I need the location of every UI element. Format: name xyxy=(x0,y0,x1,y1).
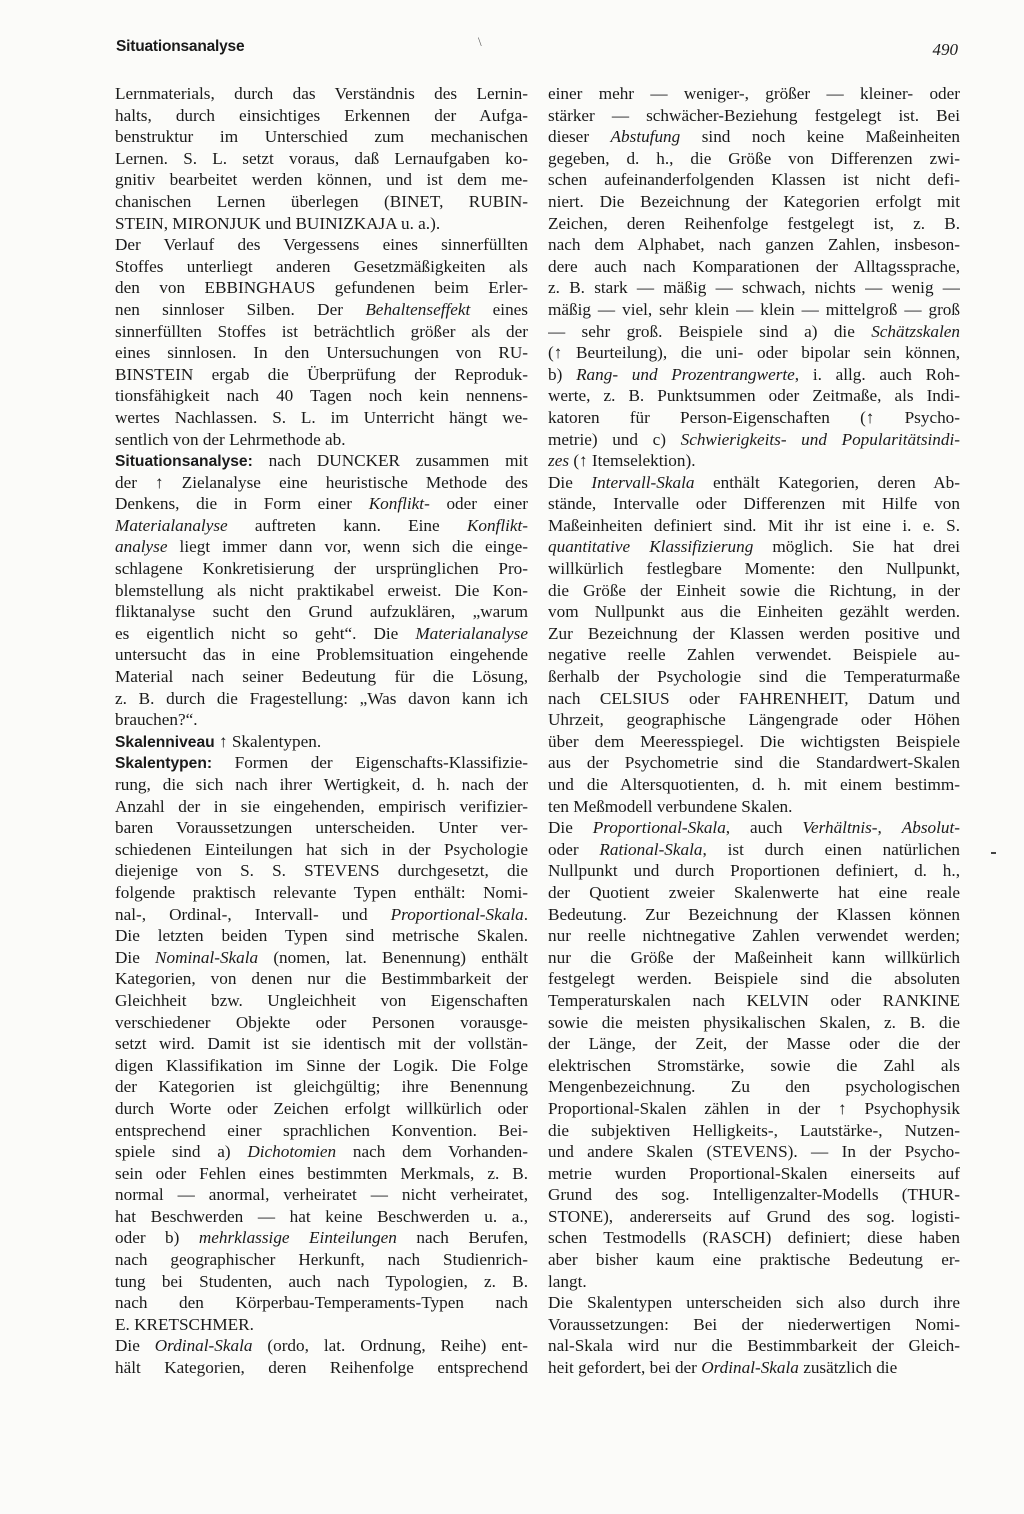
text-line: wertes Nachlassen. S. L. im Unterricht hängt we- xyxy=(115,407,528,427)
text-line: aber bisher kaum eine praktische Bedeutung er- xyxy=(548,1250,960,1270)
text-line: folgende praktisch relevante Typen enthält: Nomi- xyxy=(115,882,528,902)
text-line: z. B. durch die Fragestellung: „Was davon kann ich xyxy=(115,688,528,708)
text-line: und andere Skalen (STEVENS). — In der Psycho- xyxy=(548,1142,960,1162)
text-line: Zeichen, deren Reihenfolge festgelegt ist, z. B. xyxy=(548,213,960,233)
text-line: ßerhalb der Psychologie sind die Temperaturmaße xyxy=(548,667,960,687)
text-line: negative reelle Zahlen verwendet. Beispiele au- xyxy=(548,645,960,665)
margin-speck xyxy=(991,852,996,854)
text-line: sentlich von der Lehrmethode ab. xyxy=(115,429,346,449)
text-line: Die letzten beiden Typen sind metrische Skalen. xyxy=(115,926,528,946)
text-line: nach dem Alphabet, nach ganzen Zahlen, insbeson- xyxy=(548,235,960,255)
text-line: tionsfähigkeit nach 40 Tagen noch kein nennens- xyxy=(115,386,528,406)
text-line: spiele sind a) Dichotomien nach dem Vorhanden- xyxy=(115,1142,528,1162)
text-line: dere auch nach Komparationen der Alltagssprache, xyxy=(548,256,960,276)
text-line: Material nach seiner Bedeutung für die Lösung, xyxy=(115,667,528,687)
text-line: benstruktur im Unterschied zum mechanischen xyxy=(115,127,528,147)
text-line: nal-, Ordinal-, Intervall- und Proportional-Skala. xyxy=(115,904,528,924)
text-line: Voraussetzungen: Bei der niederwertigen Nomi- xyxy=(548,1314,960,1334)
text-line: die Größe der Einheit sowie die Richtung, in der xyxy=(548,580,960,600)
text-line: nach CELSIUS oder FAHRENHEIT, Datum und xyxy=(548,688,960,708)
text-line: zes (↑ Itemselektion). xyxy=(548,451,696,471)
text-line: ten Meßmodell verbundene Skalen. xyxy=(548,796,793,816)
text-line: der Quotient zweier Skalenwerte hat eine reale xyxy=(548,882,960,902)
text-line: verschiedener Objekte oder Personen vorausge- xyxy=(115,1012,528,1032)
text-line: Anzahl der in sie eingehenden, empirisch verifizier- xyxy=(115,796,528,816)
text-line: schen Testmodells (RASCH) definiert; diese haben xyxy=(548,1228,960,1248)
text-line: nal-Skala wird nur die Bestimmbarkeit der Gleich- xyxy=(548,1336,960,1356)
text-line: festgelegt werden. Beispiele sind die absoluten xyxy=(548,969,960,989)
text-line: Die Proportional-Skala, auch Verhältnis-, Absolut- xyxy=(548,818,960,838)
text-line: tung bei Studenten, auch nach Typologien, z. B. xyxy=(115,1271,528,1291)
text-line: normal — anormal, verheiratet — nicht verheiratet, xyxy=(115,1185,528,1205)
text-line: BINSTEIN ergab die Überprüfung der Reproduk- xyxy=(115,364,528,384)
text-line: Gleichheit bzw. Ungleichheit von Eigenschaften xyxy=(115,990,528,1010)
text-line: (↑ Beurteilung), die uni- oder bipolar sein können, xyxy=(548,343,960,363)
text-line: Nullpunkt und durch Proportionen definiert, d. h., xyxy=(548,861,960,881)
text-line: der Kategorien ist gleichgültig; ihre Benennung xyxy=(115,1077,528,1097)
text-line: dieser Abstufung sind noch keine Maßeinheiten xyxy=(548,127,960,147)
text-line: vom Nullpunkt aus die Einheiten gezählt werden. xyxy=(548,602,960,622)
running-title: Situationsanalyse xyxy=(116,38,245,55)
text-line: stände, Intervalle oder Differenzen mit Hilfe von xyxy=(548,494,960,514)
text-line: — sehr groß. Beispiele sind a) die Schätzskalen xyxy=(548,321,960,341)
text-line: quantitative Klassifizierung möglich. Sie hat drei xyxy=(548,537,960,557)
text-line: sinnerfüllten Stoffes ist beträchtlich größer als der xyxy=(115,321,528,341)
text-line: hält Kategorien, deren Reihenfolge entsprechend xyxy=(115,1358,528,1378)
text-line: elektrischen Stromstärke, sowie die Zahl als xyxy=(548,1055,960,1075)
text-line: gegeben, d. h., die Größe von Differenzen zwi- xyxy=(548,148,960,168)
text-line: Mengenbezeichnung. Zu den psychologischen xyxy=(548,1077,960,1097)
text-line: analyse liegt immer dann vor, wenn sich die einge- xyxy=(115,537,528,557)
text-line: werte, z. B. Punktsummen oder Zeitmaße, als Indi- xyxy=(548,386,960,406)
text-line: oder Rational-Skala, ist durch einen natürlichen xyxy=(548,839,960,859)
text-line: Materialanalyse auftreten kann. Eine Konflikt- xyxy=(115,515,528,535)
text-line: Proportional-Skalen zählen in der ↑ Psychophysik xyxy=(548,1098,960,1118)
text-line: nach den Körperbau-Temperaments-Typen nach xyxy=(115,1293,528,1313)
text-line: Lernmaterials, durch das Verständnis des Lernin- xyxy=(115,84,528,103)
left-text-column xyxy=(115,83,528,1379)
text-line: Denkens, die in Form einer Konflikt- oder einer xyxy=(115,494,528,514)
text-line: gnitiv bearbeitet werden können, und ist dem me- xyxy=(115,170,528,190)
text-line: Grund des sog. Intelligenzalter-Modells (THUR- xyxy=(548,1185,960,1205)
text-line: schlagene Konkretisierung der ursprünglichen Pro- xyxy=(115,559,528,579)
page-number: 490 xyxy=(932,40,958,59)
text-line: Situationsanalyse: nach DUNCKER zusammen mit xyxy=(115,451,528,471)
text-line: den von EBBINGHAUS gefundenen beim Erler- xyxy=(115,278,528,298)
text-line: nur die Größe der Maßeinheit kann willkürlich xyxy=(548,947,960,967)
text-line: aus der Psychometrie sind die Standardwert-Skalen xyxy=(548,753,960,773)
text-line: über dem Meeresspiegel. Die wichtigsten Beispiele xyxy=(548,731,960,751)
text-line: Die Skalentypen unterscheiden sich also durch ihre xyxy=(548,1293,960,1313)
text-line: langt. xyxy=(548,1271,587,1291)
text-line: metrie wurden Proportional-Skalen einerseits auf xyxy=(548,1163,960,1183)
text-line: baren Voraussetzungen unterscheiden. Unter ver- xyxy=(115,818,528,838)
text-line: Der Verlauf des Vergessens eines sinnerfüllten xyxy=(115,235,528,255)
text-line: E. KRETSCHMER. xyxy=(115,1314,254,1334)
text-line: der Länge, der Zeit, der Masse oder die der xyxy=(548,1034,960,1054)
text-line: die subjektiven Helligkeits-, Lautstärke-, Nutzen- xyxy=(548,1120,960,1140)
text-line: oder b) mehrklassige Einteilungen nach Berufen, xyxy=(115,1228,528,1248)
text-line: digen Klassifikation im Sinne der Logik. Die Folge xyxy=(115,1055,528,1075)
text-line: metrie) und c) Schwierigkeits- und Popularitätsindi- xyxy=(548,429,960,449)
text-line: chanischen Lernen überlegen (BINET, RUBIN- xyxy=(115,191,528,211)
text-line: nur reelle nichtnegative Zahlen verwendet werden; xyxy=(548,926,960,946)
text-line: es eigentlich nicht so geht“. Die Materialanalyse xyxy=(115,623,528,643)
text-line: schiedenen Einteilungen hat sich in der Psychologie xyxy=(115,839,528,859)
text-line: Bedeutung. Zur Bezeichnung der Klassen können xyxy=(548,904,960,924)
scan-mark: \ xyxy=(478,34,482,49)
text-line: Uhrzeit, geographische Längengrade oder Höhen xyxy=(548,710,960,730)
text-line: nach geographischer Herkunft, nach Studienrich- xyxy=(115,1250,528,1270)
text-line: entsprechend einer sprachlichen Konvention. Bei- xyxy=(115,1120,528,1140)
text-line: sein oder Fehlen eines bestimmten Merkmals, z. B. xyxy=(115,1163,528,1183)
text-line: der ↑ Zielanalyse eine heuristische Methode des xyxy=(115,472,528,492)
text-line: Zur Bezeichnung der Klassen werden positive und xyxy=(548,623,960,643)
text-line: Lernen. S. L. setzt voraus, daß Lernaufgaben ko- xyxy=(115,148,528,168)
text-line: diejenige von S. S. STEVENS durchgesetzt, die xyxy=(115,861,528,881)
text-line: STONE), andererseits auf Grund des sog. logisti- xyxy=(548,1206,960,1226)
text-line: fliktanalyse sucht den Grund aufzuklären, „warum xyxy=(115,602,528,622)
text-line: b) Rang- und Prozentrangwerte, i. allg. auch Roh- xyxy=(548,364,960,384)
text-line: Temperaturskalen nach KELVIN oder RANKINE xyxy=(548,990,960,1010)
text-line: Skalenniveau ↑ Skalentypen. xyxy=(115,731,322,751)
text-line: z. B. stark — mäßig — schwach, nichts — wenig — xyxy=(548,278,960,298)
text-line: schen aufeinanderfolgenden Klassen ist nicht defi- xyxy=(548,170,960,190)
text-line: willkürlich festlegbare Momente: den Nullpunkt, xyxy=(548,559,960,579)
text-line: Die Nominal-Skala (nomen, lat. Benennung) enthält xyxy=(115,947,528,967)
text-line: blemstellung als nicht praktikabel erweist. Die Kon- xyxy=(115,580,528,600)
text-line: stärker — schwächer-Beziehung festgelegt ist. Bei xyxy=(548,105,960,125)
text-line: heit gefordert, bei der Ordinal-Skala zusätzlich die xyxy=(548,1358,898,1378)
text-line: nen sinnloser Silben. Der Behaltenseffekt eines xyxy=(115,299,528,319)
text-line: hat Beschwerden — hat keine Beschwerden u. a., xyxy=(115,1206,528,1226)
text-line: halts, durch einsichtiges Erkennen der Aufga- xyxy=(115,105,528,125)
text-line: niert. Die Bezeichnung der Kategorien erfolgt mit xyxy=(548,191,960,211)
text-line: mäßig — viel, sehr klein — klein — mittelgroß — groß xyxy=(548,299,960,319)
text-line: STEIN, MIRONJUK und BUINIZKAJA u. a.). xyxy=(115,213,441,233)
text-line: Die Intervall-Skala enthält Kategorien, deren Ab- xyxy=(548,472,960,492)
text-line: einer mehr — weniger-, größer — kleiner- oder xyxy=(548,84,960,103)
text-line: durch Worte oder Zeichen erfolgt willkürlich oder xyxy=(115,1098,528,1118)
text-line: rung, die sich nach ihrer Wertigkeit, d. h. nach der xyxy=(115,775,528,794)
text-line: Stoffes unterliegt anderen Gesetzmäßigkeiten als xyxy=(115,256,528,276)
text-line: Skalentypen: Formen der Eigenschafts-Klassifizie- xyxy=(115,753,528,773)
text-line: Die Ordinal-Skala (ordo, lat. Ordnung, Reihe) ent- xyxy=(115,1336,528,1356)
text-line: und die Altersquotienten, d. h. mit einem bestimm- xyxy=(548,775,960,794)
text-line: eines sinnlosen. In den Untersuchungen von RU- xyxy=(115,343,528,363)
text-line: Kategorien, von denen nur die Bestimmbarkeit der xyxy=(115,969,528,989)
right-text-column xyxy=(548,83,960,1379)
text-line: setzt wird. Damit ist sie identisch mit der vollstän- xyxy=(115,1034,528,1054)
text-line: sowie die meisten physikalischen Skalen, z. B. die xyxy=(548,1012,960,1032)
text-line: brauchen?“. xyxy=(115,710,198,730)
text-line: katoren für Person-Eigenschaften (↑ Psycho- xyxy=(548,407,960,427)
text-line: Maßeinheiten definiert sind. Mit ihr ist eine i. e. S. xyxy=(548,515,960,535)
text-line: untersucht das in eine Problemsituation eingehende xyxy=(115,645,528,665)
